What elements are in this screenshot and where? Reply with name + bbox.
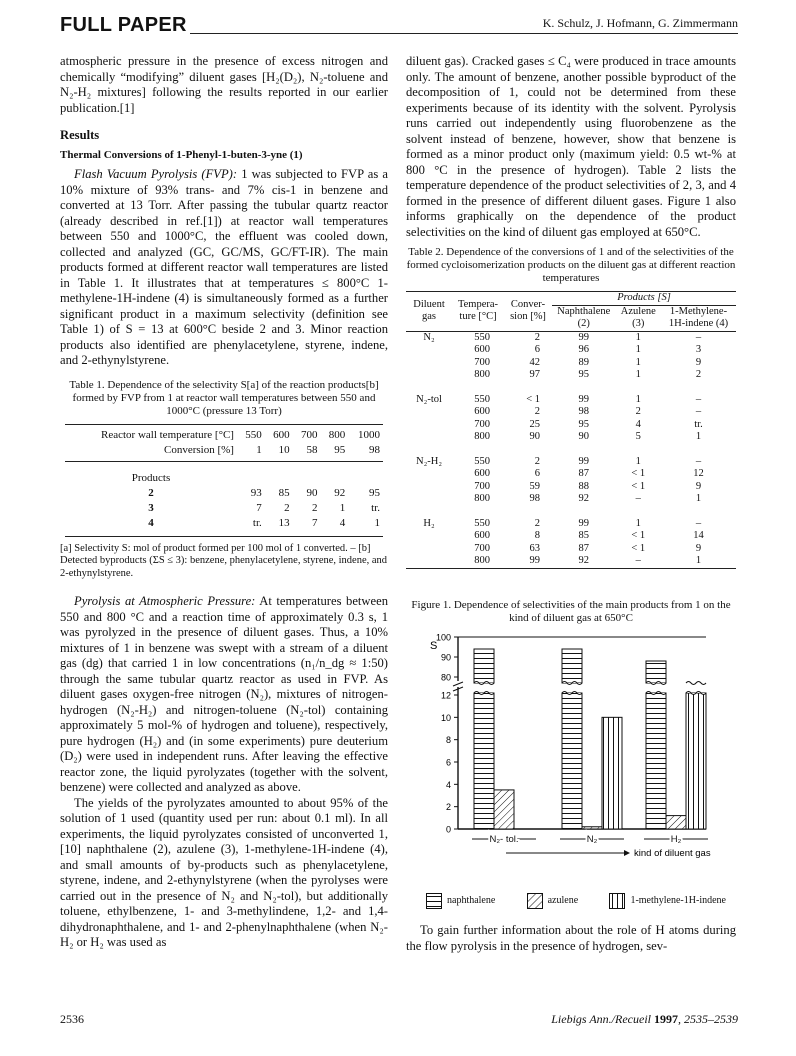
category-label: N₂ — [586, 833, 598, 845]
table-row — [406, 493, 736, 506]
y-tick-label: 100 — [435, 632, 451, 642]
x-arrow-head — [624, 850, 630, 856]
table-cell: 2 — [534, 517, 540, 529]
table-cell: 2 — [284, 501, 290, 514]
table-cell: 550 — [474, 393, 490, 405]
gas-cell — [406, 369, 452, 382]
table-cell: 600 — [474, 406, 490, 417]
table-cell: 1 — [635, 393, 641, 405]
paragraph-continued: diluent gas). Cracked gases ≤ C₄ were produced in trace amounts only. The amount of benzene, another possible byproduct of the decomposition of 1, could not be determined from these experiments because of its identity with the solvent. Pyrolysis runs carried out independently using fluorobenzene as the solvent instead of benzene, however, show that benzene is formed as a minor product only (maximum yield: 0.5 wt-% at 800 °C in the presence of hydrogen). Table 2 lists the temperature dependence of the product selectivities of 2, 3, and 4 formed in the presence of different diluent gases. Figure 1 also informs graphically on the dependence of the product selectivities on the kind of diluent gas employed at 650°C. — [406, 54, 736, 239]
section-title: Results — [60, 128, 100, 142]
legend-label: 1-methylene-1H-indene — [630, 895, 726, 907]
header-authors: K. Schulz, J. Hofmann, G. Zimmermann — [542, 16, 738, 30]
table-cell: – — [695, 331, 702, 343]
gas-cell — [406, 543, 452, 556]
gas-cell — [406, 431, 452, 444]
table-cell: 800 — [474, 493, 490, 504]
paragraph-atmospheric — [60, 594, 388, 796]
table-cell: 800 — [474, 431, 490, 442]
table-cell: 95 — [578, 369, 590, 380]
gas-cell: N₂-tol — [416, 393, 442, 405]
table2-caption: Table 2. Dependence of the conversions of 1 and of the selectivities of the formed cycloisomerization products on the diluent gas at different reaction temperatures — [406, 246, 736, 284]
legend-item — [527, 893, 579, 909]
product-name: 4 — [148, 516, 154, 529]
table-cell: 2 — [534, 455, 540, 467]
table-cell: 1 — [339, 501, 346, 514]
table-cell: < 1 — [631, 480, 646, 492]
conv-cell: 58 — [306, 443, 318, 456]
col-header: Tempera-ture [°C] — [457, 298, 499, 323]
table-spacer — [406, 506, 736, 518]
table-cell: 89 — [578, 356, 590, 368]
table-cell: 87 — [578, 542, 590, 554]
table-cell: 1 — [635, 455, 641, 467]
table-cell: 90 — [306, 486, 318, 499]
bar-methylene-indene — [602, 717, 622, 829]
gas-cell — [406, 344, 452, 357]
table-cell: 6 — [534, 468, 540, 479]
table-cell: 550 — [474, 331, 490, 343]
bar-naphthalene — [646, 693, 666, 829]
table-spacer — [406, 444, 736, 456]
table-cell: 2 — [311, 501, 318, 514]
table-row — [406, 394, 736, 407]
table-cell: 25 — [529, 418, 540, 430]
bar-naphthalene-upper — [562, 649, 582, 683]
journal-name: Liebigs Ann./Recueil — [551, 1012, 651, 1026]
conv-label: Conversion [%] — [164, 443, 234, 456]
gas-cell: N₂-H₂ — [416, 455, 442, 467]
table-cell: < 1 — [631, 468, 646, 479]
table-cell: – — [635, 555, 641, 566]
conv-cell: 1 — [256, 443, 262, 456]
gas-cell — [406, 530, 452, 543]
paragraph-yields: The yields of the pyrolyzates amounted to about 95% of the solution of 1 used (quantity used per run: about 0.1 ml). In all experiments, the liquid pyrolyzates consisted of unconverted 1,[10] naphthalene (2), azulene (3), 1-methylene-1H-indene (4), and small amounts of by-products such as phenylacetylene, styrene, indene, and 2-ethynylstyrene (when the pyrolyses were carried out in the presence of N₂ and N₂-tol), but additionally toluene, ethylbenzene, 1- and 3-methylindene, 1,2- and 1,4-dihydronaphthalene, and 1- and 2-phenylnaphthalene (when N₂-H₂ or H₂ was used as — [60, 795, 388, 949]
table-cell: – — [695, 406, 702, 417]
table-cell: 600 — [474, 344, 490, 355]
y-tick-label: 8 — [445, 734, 451, 745]
table-spacer — [406, 382, 736, 394]
table-cell: tr. — [694, 418, 703, 430]
table-cell: 1 — [695, 555, 702, 566]
table-cell: 800 — [474, 555, 490, 566]
table-row — [65, 516, 383, 537]
table-cell: 700 — [474, 356, 490, 368]
bar-naphthalene — [562, 693, 582, 829]
table-cell: 90 — [529, 431, 540, 442]
table-cell: 4 — [635, 418, 641, 430]
table-cell: 600 — [474, 468, 490, 479]
bar-azulene — [582, 826, 602, 828]
chart-legend — [426, 893, 726, 909]
products-label: Products — [131, 471, 171, 484]
y-tick-label: 6 — [445, 757, 451, 767]
table-cell: 95 — [369, 486, 380, 499]
legend-item — [426, 893, 495, 909]
table-cell: 8 — [534, 530, 540, 541]
table-cell: 98 — [529, 493, 540, 504]
table-cell: – — [695, 517, 702, 529]
table-cell: – — [635, 493, 641, 504]
legend-label: azulene — [547, 895, 579, 907]
table-cell: 700 — [474, 480, 490, 492]
col-header: Products [S] — [552, 292, 736, 306]
table-row — [406, 456, 736, 469]
bar-azulene — [494, 789, 514, 828]
table-cell: 700 — [474, 542, 490, 554]
product-name: 3 — [148, 501, 154, 514]
bar-naphthalene-upper — [646, 661, 666, 683]
gas-cell: H₂ — [423, 517, 435, 529]
col-header: Naphthalene (2) — [557, 305, 611, 329]
table-cell: 14 — [693, 530, 704, 541]
table-cell: 1 — [635, 517, 641, 529]
legend-item — [609, 893, 726, 909]
table-cell: – — [695, 455, 702, 467]
table-cell: 85 — [278, 486, 290, 499]
y-tick-label: 10 — [440, 712, 451, 723]
table-cell: 90 — [578, 431, 590, 442]
y-tick-label: 4 — [445, 779, 451, 790]
x-axis-label: kind of diluent gas — [634, 847, 711, 859]
table-cell: 59 — [529, 480, 540, 492]
paragraph-intro: atmospheric pressure in the presence of excess nitrogen and chemically “modifying” diluent gases [H₂(D₂), N₂-toluene and N₂-H₂ mixtures] following the results reported in our earlier publication.[1] — [60, 54, 388, 115]
bar-naphthalene — [474, 693, 494, 829]
table-cell: 2 — [534, 331, 540, 343]
paragraph-h-atoms: To gain further information about the role of H atoms during the flow pyrolysis in the presence of hydrogen, sev- — [406, 923, 736, 953]
table-cell: 3 — [695, 344, 702, 355]
figure1-caption: Figure 1. Dependence of selectivities of the main products from 1 on the kind of diluent gas at 650°C — [411, 598, 731, 624]
y-tick-label: 0 — [445, 824, 451, 834]
temp-cell: 700 — [300, 428, 318, 441]
gas-cell — [406, 481, 452, 494]
temp-cell: 1000 — [358, 428, 380, 441]
table-cell: < 1 — [631, 530, 646, 541]
table-row — [406, 468, 736, 481]
y-tick-label: 12 — [440, 690, 451, 700]
table-cell: 99 — [529, 555, 540, 566]
legend-swatch-methylene — [609, 893, 625, 909]
table-cell: 1 — [635, 344, 641, 355]
table-cell: 9 — [695, 480, 702, 492]
table-cell: 2 — [635, 406, 641, 417]
journal-year: 1997 — [654, 1012, 678, 1026]
gas-cell — [406, 406, 452, 419]
table-2 — [406, 291, 736, 569]
table1-footnote: [a] Selectivity S: mol of product formed per 100 mol of 1 converted. – [b] Detected byproducts (ΣS ≤ 3): benzene, phenylacetylene, styrene, indene, and 2-ethynylstyrene. — [60, 542, 388, 579]
paragraph-lead: Pyrolysis at Atmospheric Pressure: — [74, 594, 256, 608]
bar-azulene — [666, 815, 686, 828]
legend-swatch-azulene — [527, 893, 543, 909]
table-cell: 2 — [695, 369, 702, 380]
table-cell: < 1 — [631, 542, 646, 554]
col-header: Conver-sion [%] — [510, 298, 546, 323]
bar-naphthalene-upper — [474, 649, 494, 683]
table-cell: 92 — [578, 555, 590, 566]
table-cell: 2 — [534, 406, 540, 417]
page-number: 2536 — [60, 1012, 84, 1026]
table-cell: 92 — [578, 493, 590, 504]
table-cell: 88 — [578, 480, 590, 492]
table-cell: 700 — [474, 418, 490, 430]
gas-cell — [406, 468, 452, 481]
table-cell: 9 — [695, 542, 702, 554]
temp-cell: 800 — [328, 428, 346, 441]
table-cell: 99 — [578, 393, 590, 405]
table-row — [406, 331, 736, 344]
table-row — [406, 369, 736, 382]
section-header: FULL PAPER — [60, 14, 187, 36]
table-cell: 5 — [635, 431, 641, 442]
table-cell: 95 — [578, 418, 590, 430]
header-rule — [190, 33, 738, 34]
left-column — [60, 54, 388, 951]
col-header: Azulene (3) — [620, 305, 656, 329]
gas-cell — [406, 357, 452, 370]
product-name: 2 — [148, 486, 154, 499]
conv-cell: 10 — [278, 443, 290, 456]
table-row — [406, 357, 736, 370]
y-tick-label: 80 — [440, 672, 451, 682]
table-cell: 12 — [693, 468, 704, 479]
gas-cell: N₂ — [423, 331, 435, 343]
right-column — [406, 54, 736, 954]
figure-1-chart — [406, 631, 736, 886]
category-label: N₂- tol. — [489, 833, 519, 845]
category-label: H₂ — [670, 833, 682, 845]
table-cell: 4 — [339, 516, 346, 529]
table-cell: 550 — [474, 455, 490, 467]
table-cell: 800 — [474, 369, 490, 380]
table-cell: tr. — [252, 516, 262, 529]
table-cell: 87 — [578, 468, 590, 479]
journal-citation — [551, 1012, 738, 1027]
col-header: Diluent gas — [413, 298, 445, 323]
table-cell: 7 — [256, 501, 262, 514]
table-cell: 99 — [578, 517, 590, 529]
table-row — [406, 419, 736, 432]
gas-cell — [406, 419, 452, 432]
y-tick-label: 90 — [440, 652, 451, 662]
table-row — [406, 481, 736, 494]
table-row — [406, 344, 736, 357]
legend-swatch-naphthalene — [426, 893, 442, 909]
table-row — [65, 501, 383, 516]
table-1 — [65, 424, 383, 537]
legend-label: naphthalene — [447, 895, 496, 907]
table-row — [406, 431, 736, 444]
table-cell: 1 — [635, 331, 641, 343]
temp-label: Reactor wall temperature [°C] — [100, 428, 234, 441]
table-cell: 600 — [474, 530, 490, 541]
conv-cell: 98 — [369, 443, 380, 456]
table-cell: 550 — [474, 517, 490, 529]
table1-caption: Table 1. Dependence of the selectivity S[a] of the reaction products[b] formed by FVP from 1 at reactor wall temperatures between 550 and 1000°C (pressure 13 Torr) — [69, 378, 379, 417]
conv-cell: 95 — [334, 443, 346, 456]
col-header: 1-Methylene-1H-indene (4) — [668, 305, 729, 329]
table-cell: 13 — [278, 516, 290, 529]
y-axis-label: S — [430, 639, 438, 652]
table-cell: 1 — [374, 516, 380, 529]
paragraph-lead: Flash Vacuum Pyrolysis (FVP): — [74, 167, 238, 181]
table-row — [406, 530, 736, 543]
table-cell: 1 — [695, 493, 702, 504]
table-cell: – — [695, 393, 702, 405]
table-cell: 7 — [311, 516, 318, 529]
table-row — [406, 543, 736, 556]
subsection-title: Thermal Conversions of 1-Phenyl-1-buten-3-yne (1) — [60, 148, 303, 161]
table-cell: 99 — [578, 331, 590, 343]
table-cell: 85 — [578, 530, 590, 541]
table-cell: 97 — [529, 369, 540, 380]
temp-cell: 600 — [273, 428, 290, 441]
temp-cell: 550 — [245, 428, 262, 441]
table-cell: 93 — [250, 486, 262, 499]
journal-pages: , 2535–2539 — [678, 1012, 738, 1026]
paragraph-body: 1 was subjected to FVP as a 10% mixture of 93% trans- and 7% cis-1 in benzene and converted at 13 Torr. After passing the tubular quartz reactor (already described in ref.[1]) at reactor wall temperatures between 550 and 1000°C, the effluent was cooled down, collected and analyzed (GC, GC/MS, GC/FT-IR). The main products formed at different reactor wall temperatures are listed in Table 1. It illustrates that at temperatures ≤ 800°C 1-methylene-1H-indene (4) is simultaneously formed as a further significant product in a maximum selectivity (definition see Table 1) of S = 13 at 600°C beside 2 and 3. Minor reaction products also identified are phenylacetylene, styrene, indene, and 2-ethynylstyrene. — [60, 167, 388, 367]
table-cell: 1 — [635, 356, 641, 368]
table-row — [406, 406, 736, 419]
table-cell: 98 — [578, 406, 590, 417]
paragraph-body: At temperatures between 550 and 800 °C and a reaction time of approximately 0.3 s, 1 was pyrolyzed in the presence of diluent gases. Thus, a 10% mixtures of 1 in benzene was swept with a stream of a diluent gas (dg) that carried 1 in low concentrations (n₁/n_dg ≈ 1:50) through the same tubular quartz reactor as used in FVP. As diluent gases oxygen-free nitrogen (N₂), mixtures of nitrogen-hydrogen (N₂-H₂) and nitrogen-toluene (N₂-tol) containing approximately 5 mol-% of hydrogen and toluene), respectively, pure hydrogen (H₂) and (in some experiments) pure deuterium (D₂) were used in independent runs. After leaving the effective reactor zone, the liquid pyrolyzates (together with the solvent, benzene) were collected and analyzed as above. — [60, 594, 388, 794]
chart-svg — [406, 631, 736, 881]
table-row — [406, 518, 736, 531]
table-cell: tr. — [371, 501, 380, 514]
table-cell: 42 — [529, 356, 540, 368]
table-cell: 63 — [529, 542, 540, 554]
table-cell: 1 — [695, 431, 702, 442]
table-row — [65, 486, 383, 501]
table-cell: < 1 — [526, 393, 540, 405]
table-cell: 6 — [534, 344, 540, 355]
table-cell: 99 — [578, 455, 590, 467]
gas-cell — [406, 555, 452, 568]
table-cell: 1 — [635, 369, 641, 380]
gas-cell — [406, 493, 452, 506]
table-cell: 9 — [695, 356, 702, 368]
table-cell: 92 — [334, 486, 346, 499]
table-row — [406, 555, 736, 568]
paragraph-fvp — [60, 167, 388, 369]
table-cell: 96 — [578, 344, 590, 355]
y-tick-label: 2 — [445, 801, 451, 812]
bar-methylene-indene — [686, 693, 706, 829]
